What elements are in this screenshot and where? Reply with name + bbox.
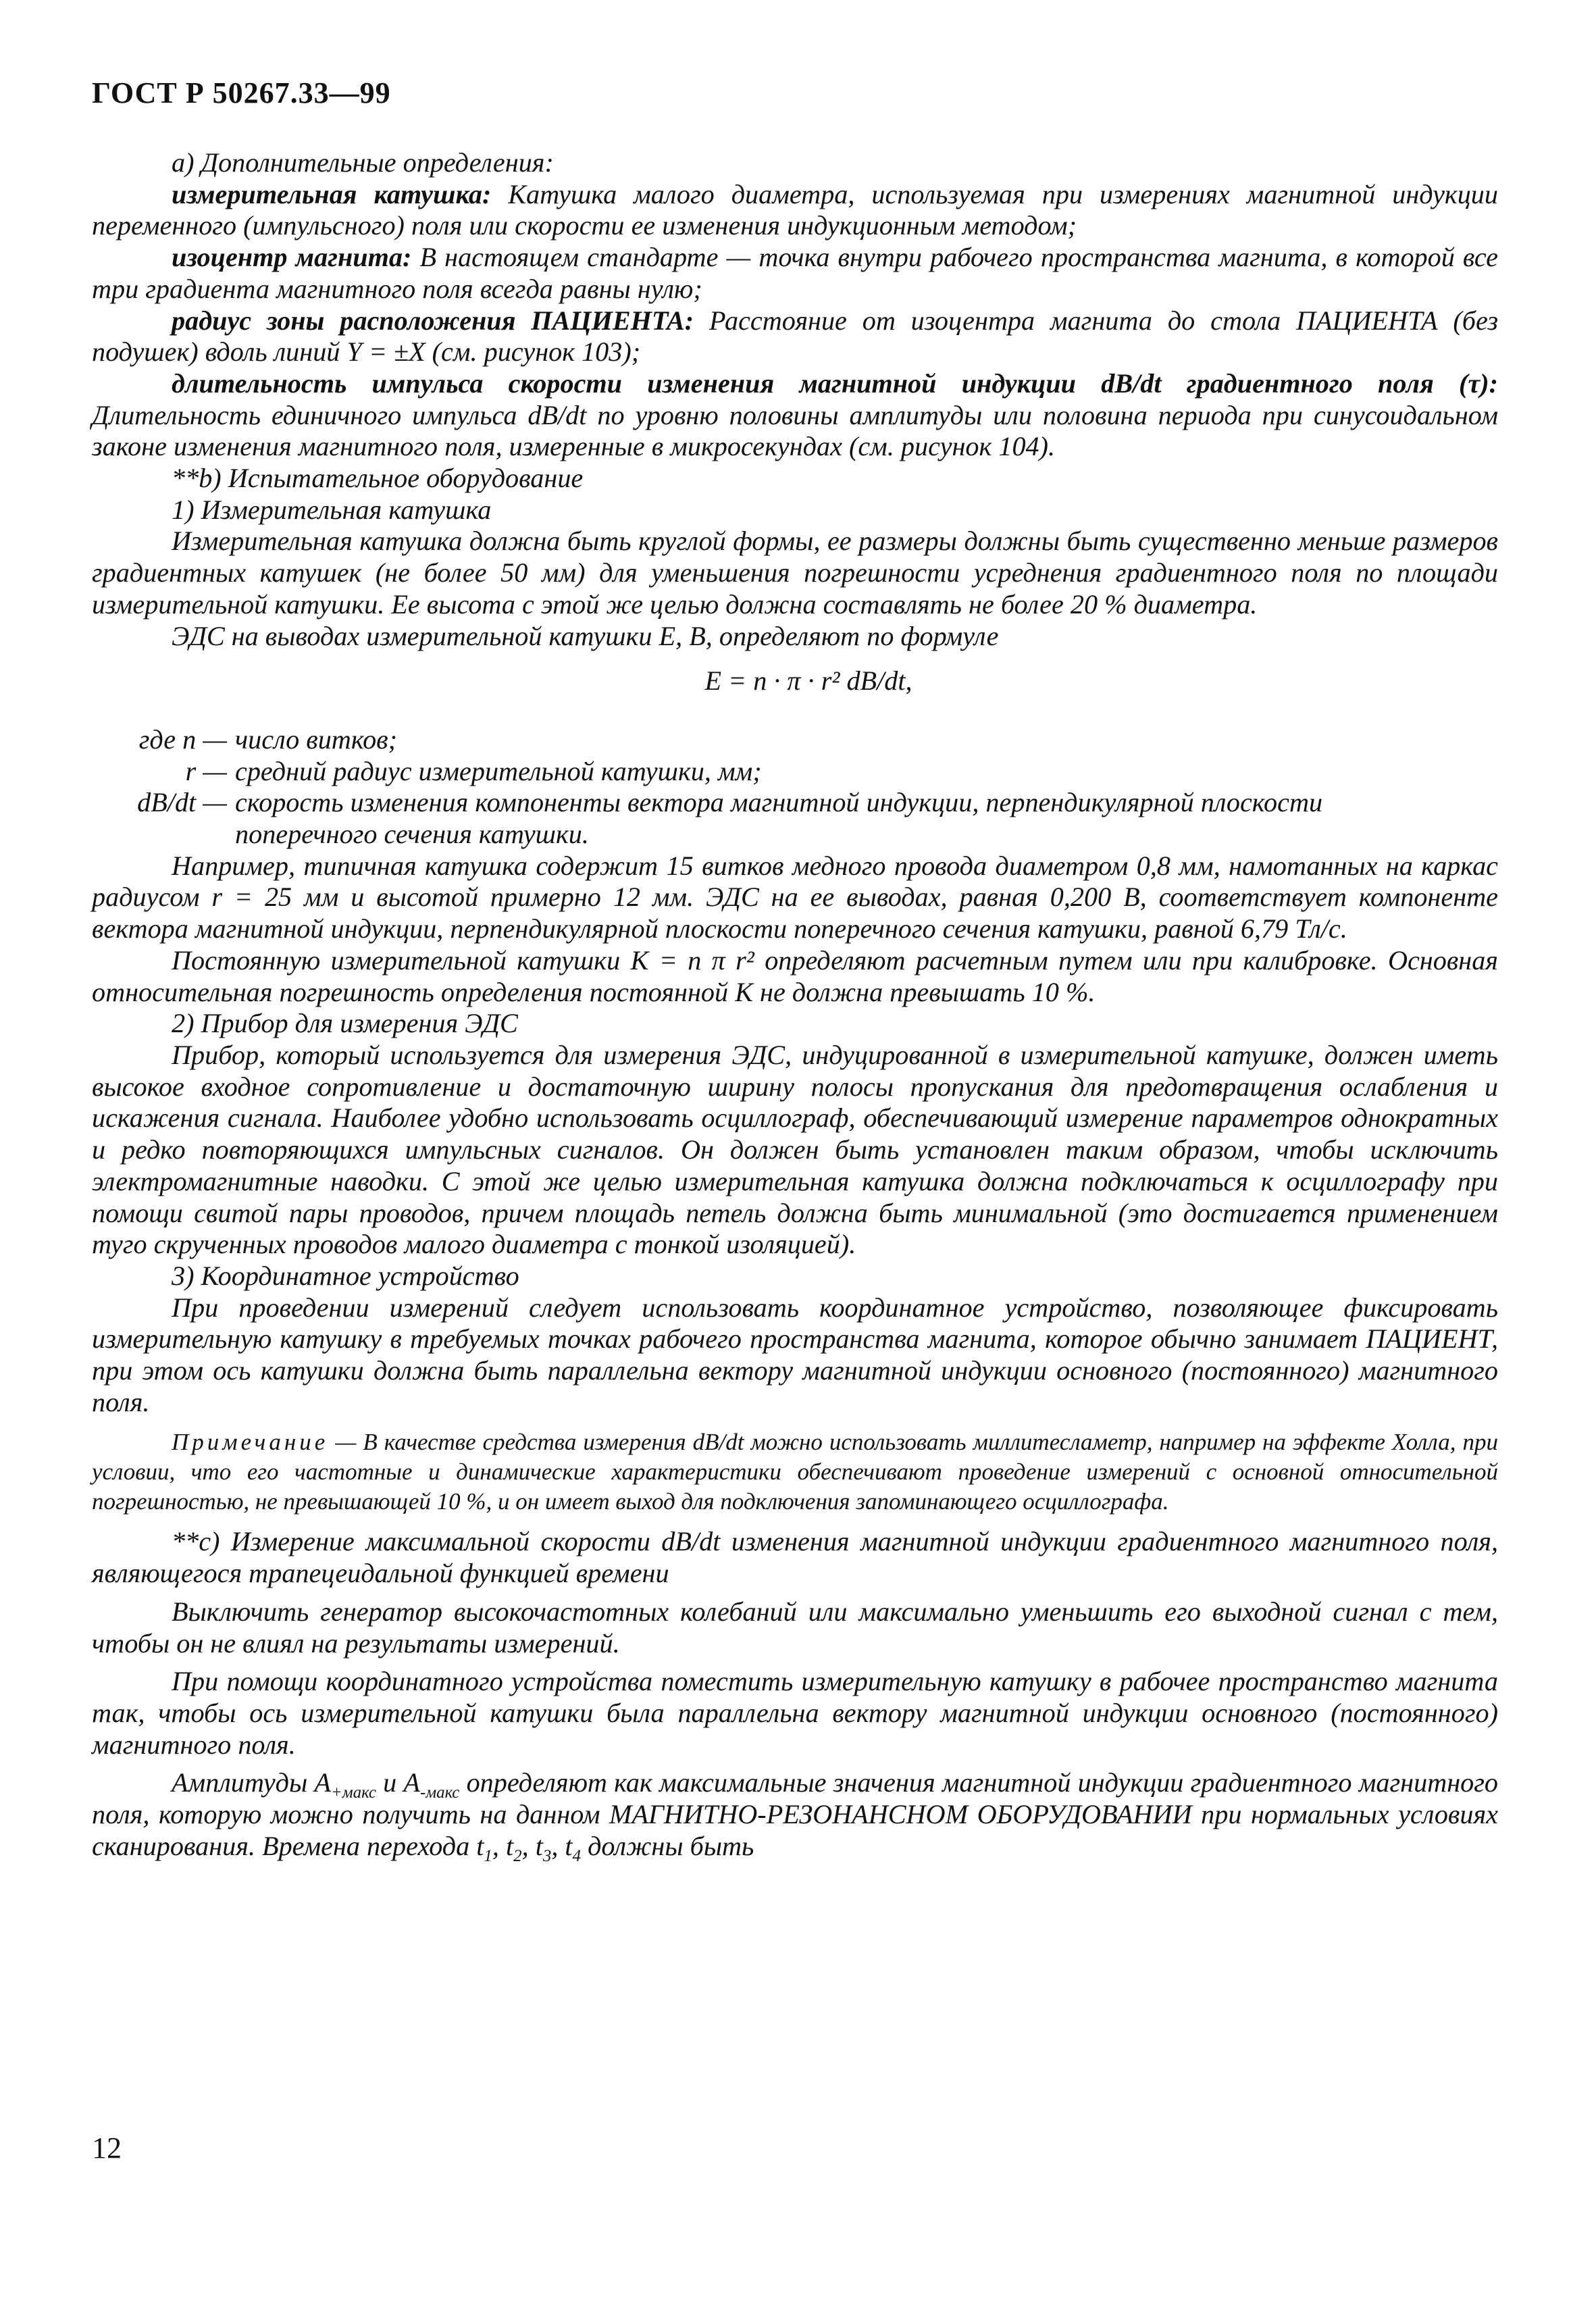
page-body (92, 147, 1499, 1865)
definition-pulse-duration (92, 368, 1498, 463)
subsection-positioner-title: 3) Координатное устройство (172, 1260, 519, 1291)
variable-description: средний радиус измерительной катушки, мм; (235, 755, 762, 786)
section-c-paragraph-3 (92, 1767, 1498, 1865)
definition-magnet-isocenter (92, 242, 1498, 305)
note-paragraph (92, 1427, 1498, 1517)
definition-text: Длительность единичного импульса dB/dt по уровню половины амплитуды или половина периода при синусоидальном законе изменения магнитного поля, измеренные в микросекундах (см. рисунок 104). (92, 399, 1498, 462)
definition-text: Расстояние от изоцентра магнита до стола ПАЦИЕНТА (без подушек) вдоль линий Y = ±X (см. рисунок 103); (92, 305, 1499, 368)
section-b-title: **b) Испытательное оборудование (172, 463, 584, 494)
measuring-coil-paragraph: Измерительная катушка должна быть круглой формы, ее размеры должны быть существенно меньше размеров градиентных катушек (не более 50 мм) для уменьшения погрешности усреднения градиентного поля по площади измерительной катушки. Ее высота с этой же целью должна составлять не более 20 % диаметра. (92, 526, 1498, 619)
definition-text: В настоящем стандарте — точка внутри рабочего пространства магнита, в которой все три градиента магнитного поля всегда равны нулю; (92, 242, 1498, 304)
definition-term: длительность импульса скорости изменения магнитной индукции dB/dt градиентного поля (τ): (172, 368, 1498, 399)
variable-description-line: поперечного сечения катушки. (235, 819, 589, 850)
variable-description: число витков; (235, 724, 398, 755)
text-run: , t (521, 1830, 543, 1861)
section-c-paragraph-2: При помощи координатного устройства поместить измерительную катушку в рабочее пространство магнита так, чтобы ось измерительной катушки была параллельна вектору магнитной индукции основного (постоянного) магнитного поля. (92, 1666, 1498, 1760)
variable-row-n (92, 724, 1498, 756)
variable-term: dB/dt — (137, 787, 227, 818)
subsection-emf-meter-title: 2) Прибор для измерения ЭДС (172, 1008, 518, 1039)
text-run: , t (492, 1830, 514, 1861)
subscript: 2 (513, 1846, 522, 1865)
text-run: должны быть (581, 1830, 754, 1861)
formula-variables (92, 724, 1498, 851)
section-c-title: **c) Измерение максимальной скорости dB/dt изменения магнитной индукции градиентного магнитного поля, являющегося трапецеидальной функцией времени (92, 1526, 1498, 1589)
subscript: +макс (330, 1783, 376, 1802)
positioner-paragraph: При проведении измерений следует использовать координатное устройство, позволяющее фиксировать измерительную катушку в требуемых точках рабочего пространства магнита, которое обычно занимает ПАЦИЕНТ, при этом ось катушки должна быть параллельна вектору магнитной индукции основного (постоянного) магнитного поля. (92, 1292, 1498, 1417)
page-number: 12 (92, 2131, 122, 2164)
text-run: и A (376, 1767, 420, 1798)
note-label: Примечание (172, 1429, 329, 1456)
section-a-intro: а) Дополнительные определения: (172, 147, 554, 178)
standard-header: ГОСТ Р 50267.33—99 (92, 76, 391, 109)
subscript: 4 (572, 1846, 582, 1865)
emf-formula: E = n · π · r² dB/dt, (704, 665, 912, 696)
definition-term: радиус зоны расположения ПАЦИЕНТА: (172, 305, 694, 336)
note-text: — В качестве средства измерения dB/dt можно использовать миллитесламетр, например на эффекте Холла, при условии, что его частотные и динамические характеристики обеспечивают проведение измерений с основной относительной погрешностью, не превышающей 10 %, и он имеет выход для подключения запоминающего осциллографа. (92, 1429, 1498, 1515)
variable-description-line: скорость изменения компоненты вектора магнитной индукции, перпендикулярной плоскости (235, 787, 1323, 818)
text-run: , t (551, 1830, 573, 1861)
definition-term: изоцентр магнита: (172, 242, 412, 273)
coil-constant-paragraph: Постоянную измерительной катушки K = n π r² определяют расчетным путем или при калибровке. Основная относительная погрешность определения постоянной K не должна превышать 10 %. (92, 944, 1498, 1007)
subscript: 3 (542, 1846, 552, 1865)
subscript: 1 (484, 1846, 492, 1865)
definition-term: измерительная катушка: (172, 178, 492, 209)
subsection-measuring-coil-title: 1) Измерительная катушка (172, 494, 492, 525)
subscript: -макс (419, 1783, 460, 1802)
emf-formula-intro: ЭДС на выводах измерительной катушки E, В, определяют по формуле (172, 620, 999, 651)
text-run: Амплитуды A (172, 1767, 331, 1798)
coil-example-paragraph: Например, типичная катушка содержит 15 витков медного провода диаметром 0,8 мм, намотанных на каркас радиусом r = 25 мм и высотой примерно 12 мм. ЭДС на ее выводах, равная 0,200 В, соответствует компоненте вектора магнитной индукции, перпендикулярной плоскости поперечного сечения катушки, равной 6,79 Тл/с. (92, 850, 1498, 944)
variable-row-r (92, 756, 1498, 788)
variable-term: где n — (138, 724, 227, 755)
definition-patient-zone-radius (92, 305, 1498, 368)
emf-meter-paragraph: Прибор, который используется для измерения ЭДС, индуцированной в измерительной катушке, должен иметь высокое входное сопротивление и достаточную ширину полосы пропускания для предотвращения ослабления и искажения сигнала. Наиболее удобно использовать осциллограф, обеспечивающий измерение параметров однократных и редко повторяющихся импульсных сигналов. Он должен быть установлен таким образом, чтобы исключить электромагнитные наводки. С этой же целью измерительная катушка должна подключаться к осциллографу при помощи свитой пары проводов, причем площадь петель должна быть минимальной (это достигается применением туго скрученных проводов малого диаметра с тонкой изоляцией). (92, 1039, 1498, 1260)
section-c-paragraph-1: Выключить генератор высокочастотных колебаний или максимально уменьшить его выходной сигнал с тем, чтобы он не влиял на результаты измерений. (92, 1596, 1498, 1658)
definition-text: Катушка малого диаметра, используемая при измерениях магнитной индукции переменного (импульсного) поля или скорости ее изменения индукционным методом; (92, 178, 1498, 241)
definition-measuring-coil (92, 179, 1498, 242)
text-run: определяют как максимальные значения магнитной индукции градиентного магнитного поля, которую можно получить на данном МАГНИТНО-РЕЗОНАНСНОМ ОБОРУДОВАНИИ при нормальных условиях сканирования. Времена перехода t (92, 1767, 1498, 1861)
variable-description (227, 787, 1498, 850)
variable-row-dbdt (92, 787, 1498, 850)
variable-term: r — (185, 755, 227, 786)
